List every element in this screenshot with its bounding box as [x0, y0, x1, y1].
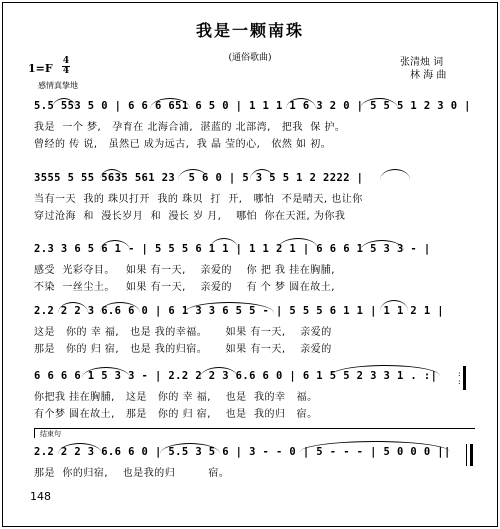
lyric-verse-2: 那是 你的 归 宿, 也是 我的归宿。 如果 有一天, 亲爱的: [34, 344, 332, 355]
page-number: 148: [30, 490, 51, 503]
notation-line: 2.2 2 2 3 6.6 6 0 | 5.5 3 5 6 | 3 - - 0 | 5 - - - | 5 0 0 0 ||: [34, 446, 451, 458]
key-signature: 1=F: [28, 62, 53, 75]
score-system-1: [34, 100, 474, 150]
song-subtitle: (通俗歌曲): [228, 53, 272, 63]
lyric-verse-2: 曾经的 传 说, 虽然已 成为远古, 我 晶 莹的心, 依然 如 初。: [34, 139, 332, 150]
notation-line: 5.5 553 5 0 | 6 6 6 651 6 5 0 | 1 1 1 1 6 3 2 0 | 5 5 5 1 2 3 0 |: [34, 100, 471, 112]
lyric-verse-2: 有个梦 圆在故土, 那是 你的 归 宿, 也是 我的归 宿。: [34, 409, 318, 420]
final-barline-thick: [470, 444, 473, 466]
lyric-verse-1: 感受 光彩夺目。 如果 有一天, 亲爱的 你 把 我 挂在胸脯,: [34, 265, 335, 276]
lyric-verse-1: 当有一天 我的 珠贝打开 我的 珠贝 打 开, 哪怕 不是晴天, 也让你: [34, 194, 363, 205]
lyric-verse-1: 我是 一个 梦, 孕育在 北海合浦, 湛蓝的 北部湾, 把我 保 护。: [34, 122, 346, 133]
notation-line: 2.2 2 2 3 6.6 6 0 | 6 1 3 3 6 5 5 - | 5 5 5 6 1 1 | 1 1 2 1 |: [34, 305, 445, 317]
notation-line: 3555 5 55 5635 561 23 5 6 0 | 5 3 5 5 1 2 2222 |: [34, 172, 364, 184]
repeat-dots: : :: [458, 369, 461, 386]
lyric-verse-1: 这是 你的 幸 福, 也是 我的幸福。 如果 有一天, 亲爱的: [34, 327, 332, 338]
song-title: 我是一颗南珠: [195, 21, 304, 40]
composer: 林 海 曲: [410, 70, 447, 81]
tempo-marking: 感情真挚地: [38, 81, 78, 90]
lyric-verse-1: 你把我 挂在胸脯, 这是 你的 幸 福, 也是 我的幸 福。: [34, 392, 318, 403]
final-barline-thin: [466, 444, 467, 466]
repeat-barline: [463, 366, 466, 390]
meter-top: 4: [62, 56, 70, 66]
time-signature: [62, 57, 70, 76]
lyric-verse-1: 那是 你的归宿, 也是我的归 宿。: [34, 468, 230, 479]
meter-bottom: 4: [62, 66, 70, 76]
lyric-verse-2: 不染 一丝尘土。 如果 有一天, 亲爱的 有 个 梦 圆在故土,: [34, 282, 335, 293]
credits: [400, 56, 446, 82]
lyric-verse-2: 穿过沧海 和 漫长岁月 和 漫长 岁 月, 哪怕 你在天涯, 为你我: [34, 211, 346, 222]
notation-line: 2.3 3 6 5 6 1 - | 5 5 5 6 1 1 | 1 1 2 1 | 6 6 6 1 5 3 3 - |: [34, 243, 431, 255]
notation-line: 6 6 6 6 1 5 3 3 - | 2.2 2 2 3 6.6 6 0 | 6 1 5 5 2 3 3 1 . :|: [34, 370, 438, 382]
coda-label: 结束句: [40, 430, 61, 438]
lyricist: 张清烛 词: [400, 57, 444, 68]
coda-bracket: [34, 428, 475, 438]
